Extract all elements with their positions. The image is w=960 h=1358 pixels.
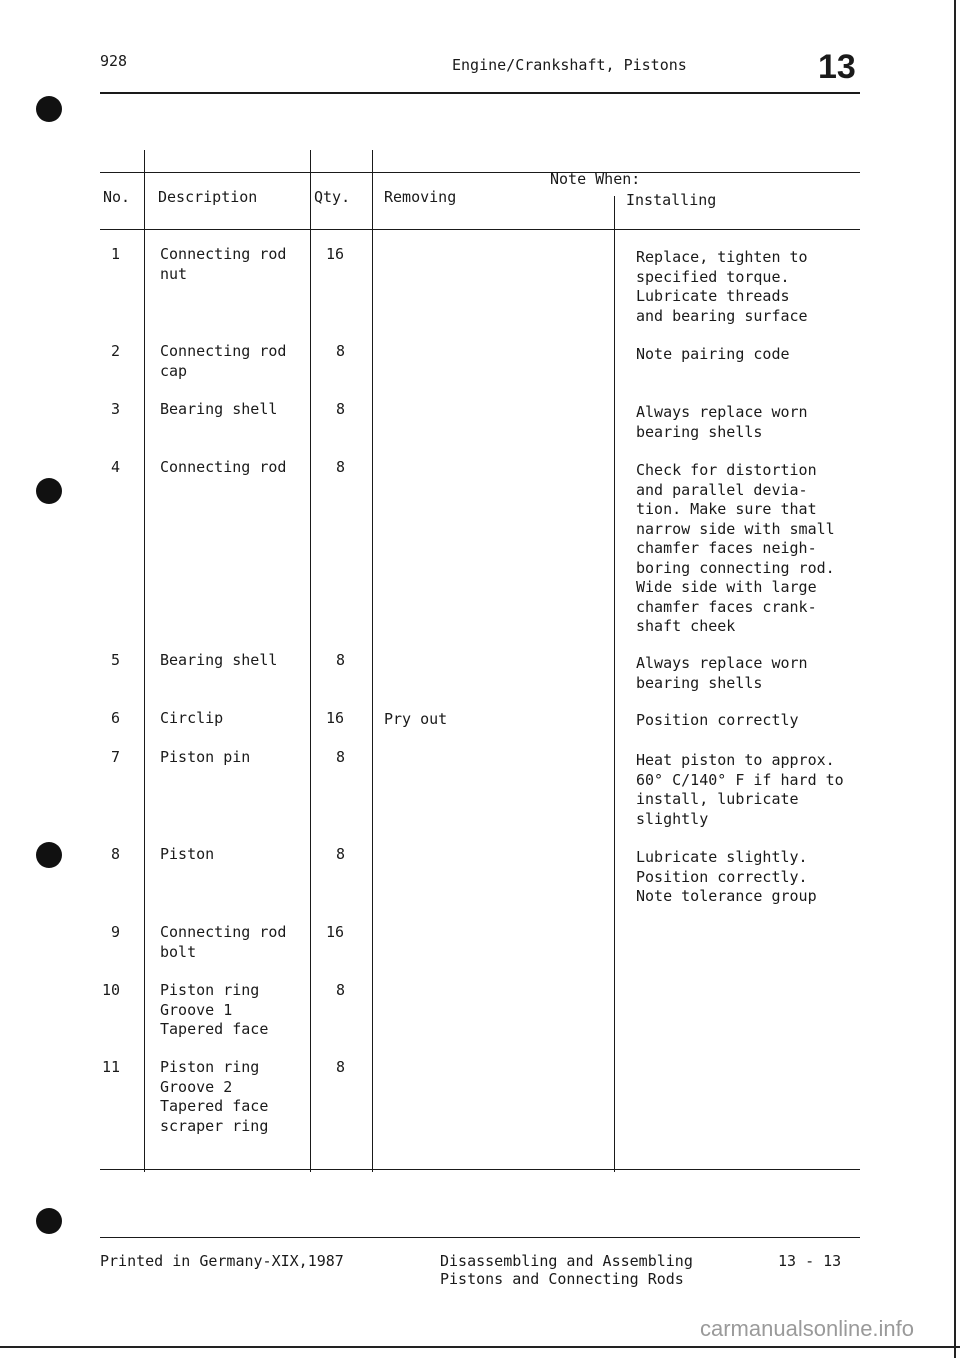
row-number: 1: [110, 245, 120, 263]
row-installing: Always replace worn bearing shells: [636, 654, 808, 692]
header-removing: Removing: [384, 188, 457, 206]
binder-hole: [36, 1208, 62, 1234]
row-number: 4: [110, 458, 120, 476]
binder-hole: [36, 96, 62, 122]
table-bottom-rule: [100, 1169, 860, 1170]
row-description: Connecting rod cap: [160, 342, 287, 380]
row-description: Piston ring Groove 2 Tapered face scraper ring: [160, 1058, 269, 1135]
row-qty: 8: [336, 845, 346, 863]
row-qty: 8: [336, 748, 346, 766]
row-description: Connecting rod: [160, 458, 287, 476]
row-description: Piston: [160, 845, 215, 863]
row-description: Piston pin: [160, 748, 251, 766]
row-qty: 8: [336, 651, 346, 669]
row-description: Connecting rod nut: [160, 245, 287, 283]
binder-hole: [36, 842, 62, 868]
model-number: 928: [100, 52, 128, 70]
row-qty: 16: [326, 245, 345, 263]
table-top-rule: [100, 172, 860, 173]
table-header-rule: [100, 229, 860, 230]
footer-printed: Printed in Germany-XIX,1987: [100, 1252, 344, 1270]
row-number: 6: [110, 709, 120, 727]
row-installing: Position correctly: [636, 711, 799, 729]
header-no: No.: [103, 188, 131, 206]
row-installing: Check for distortion and parallel devia- tion. Make sure that narrow side with small chamfer faces neigh- boring connecting rod. Wide side with large chamfer faces crank- shaft cheek: [636, 461, 835, 635]
row-description: Connecting rod bolt: [160, 923, 287, 961]
row-description: Bearing shell: [160, 651, 278, 669]
header-qty: Qty.: [314, 188, 351, 206]
row-installing: Note pairing code: [636, 345, 790, 363]
row-number: 7: [110, 748, 120, 766]
row-installing: Heat piston to approx. 60° C/140° F if hard to install, lubricate slightly: [636, 751, 844, 828]
row-number: 5: [110, 651, 120, 669]
row-qty: 8: [336, 342, 346, 360]
row-qty: 8: [336, 458, 346, 476]
row-number: 2: [110, 342, 120, 360]
row-qty: 8: [336, 981, 346, 999]
row-qty: 16: [326, 709, 345, 727]
header-rule: [100, 92, 860, 94]
row-description: Bearing shell: [160, 400, 278, 418]
footer-title-line2: Pistons and Connecting Rods: [440, 1270, 684, 1288]
section-title: Engine/Crankshaft, Pistons: [452, 56, 687, 74]
row-qty: 16: [326, 923, 345, 941]
row-removing: Pry out: [384, 710, 448, 728]
row-number: 9: [110, 923, 120, 941]
column-divider: [144, 150, 145, 1172]
column-divider: [614, 196, 615, 1172]
header-note-when: Note When:: [550, 170, 641, 188]
row-installing: Replace, tighten to specified torque. Lubricate threads and bearing surface: [636, 248, 808, 325]
page-edge-right: [954, 0, 956, 1358]
header-description: Description: [158, 188, 258, 206]
row-number: 8: [110, 845, 120, 863]
column-divider: [310, 150, 311, 1172]
row-number: 11: [101, 1058, 120, 1076]
row-description: Circlip: [160, 709, 224, 727]
footer-page-number: 13 - 13: [778, 1252, 842, 1270]
row-qty: 8: [336, 400, 346, 418]
row-installing: Always replace worn bearing shells: [636, 403, 808, 441]
row-installing: Lubricate slightly. Position correctly. Note tolerance group: [636, 848, 817, 905]
watermark: carmanualsonline.info: [700, 1316, 915, 1341]
group-number: 13: [818, 48, 856, 86]
row-description: Piston ring Groove 1 Tapered face: [160, 981, 269, 1038]
page-edge-bottom: [0, 1346, 960, 1348]
footer-rule: [100, 1237, 860, 1238]
row-number: 3: [110, 400, 120, 418]
row-number: 10: [101, 981, 120, 999]
header-installing: Installing: [626, 191, 717, 209]
column-divider: [372, 150, 373, 1172]
footer-title-line1: Disassembling and Assembling: [440, 1252, 693, 1270]
row-qty: 8: [336, 1058, 346, 1076]
binder-hole: [36, 478, 62, 504]
